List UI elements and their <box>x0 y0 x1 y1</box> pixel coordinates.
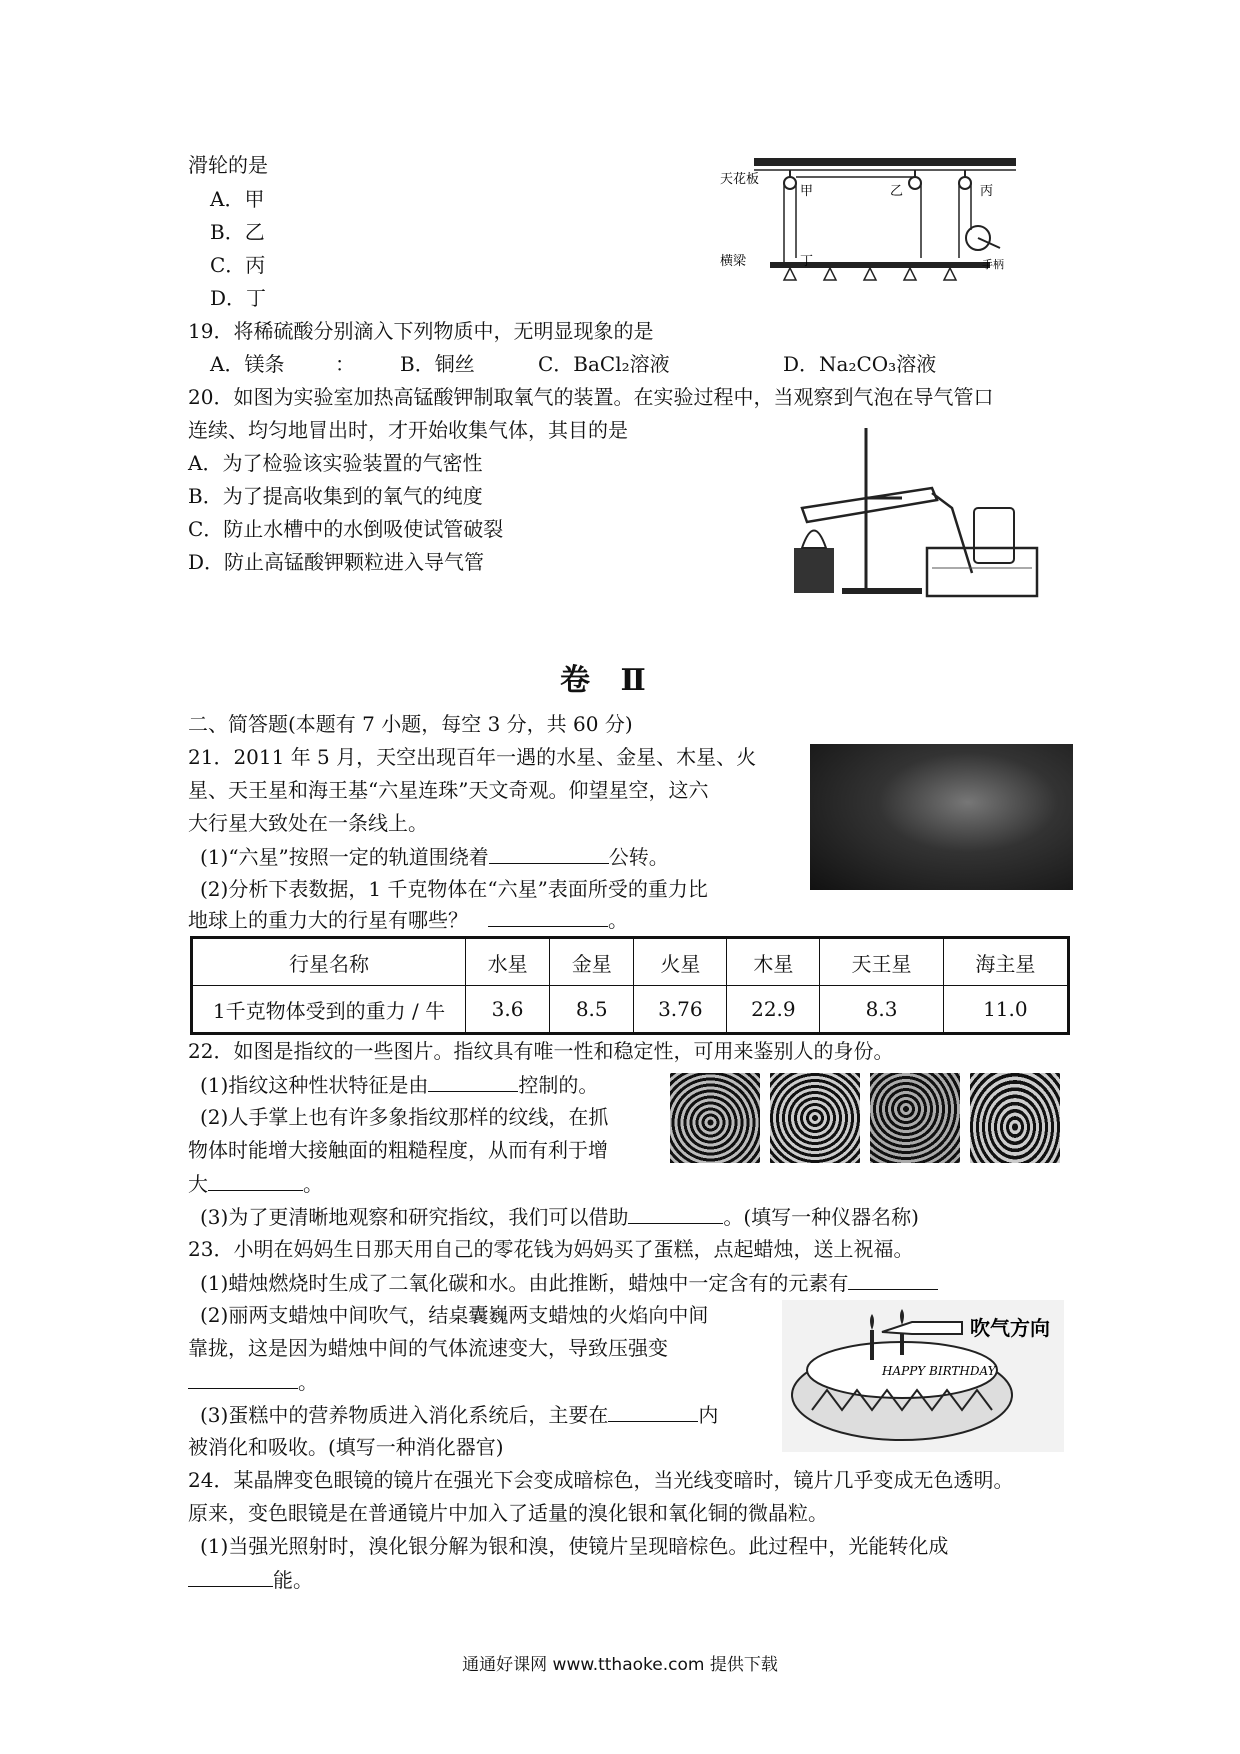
q21-sub1-answer-blank[interactable] <box>489 843 609 864</box>
q22-sub2-text-b: 。 <box>303 1172 323 1196</box>
q19-option-a-mark: ： <box>335 352 355 376</box>
q22-stem: 22．如图是指纹的一些图片。指纹具有唯一性和稳定性，可用来鉴别人的身份。 <box>188 1039 894 1063</box>
cake-text: HAPPY BIRTHDAY <box>882 1364 996 1378</box>
q19-option-c: C．BaCl₂溶液 <box>538 352 670 376</box>
q22-sub1-text-a: (1)指纹这种性状特征是由 <box>200 1073 429 1097</box>
q20-option-b: B．为了提高收集到的氧气的纯度 <box>188 484 483 508</box>
table-header-label: 行星名称 <box>192 938 466 986</box>
q20-option-c: C．防止水槽中的水倒吸使试管破裂 <box>188 517 504 541</box>
q23-sub2-line3 <box>188 1368 318 1395</box>
fingerprint-image-1 <box>670 1073 760 1163</box>
fingerprint-image-3 <box>870 1073 960 1163</box>
q23-sub3-text-b: 内 <box>698 1403 719 1427</box>
table-planet-name: 天王星 <box>820 938 943 986</box>
table-planet-name: 火星 <box>634 938 727 986</box>
section-title: 卷 Ⅱ <box>560 663 656 698</box>
label-jia: 甲 <box>800 184 814 199</box>
table-cell: 3.6 <box>466 986 550 1034</box>
q22-sub3-text-b: 。(填写一种仪器名称) <box>723 1205 919 1229</box>
q23-sub3-line2: 被消化和吸收。(填写一种消化器官) <box>188 1435 504 1459</box>
pulley-figure <box>720 150 1020 305</box>
q23-sub2-line2: 靠拢，这是因为蜡烛中间的气体流速变大，导致压强变 <box>188 1336 668 1360</box>
q23-sub1-answer-blank[interactable] <box>848 1269 938 1290</box>
q18-stem-tail: 滑轮的是 <box>188 153 268 177</box>
table-row-values <box>192 986 1069 1034</box>
q21-line2: 星、天王星和海王基“六星连珠”天文奇观。仰望星空，这六 <box>188 778 709 802</box>
q23-sub3-answer-blank[interactable] <box>608 1401 698 1422</box>
q19-option-d: D．Na₂CO₃溶液 <box>783 352 937 376</box>
q21-sub1-text-a: (1)“六星”按照一定的轨道围绕着 <box>200 845 489 869</box>
table-row-header <box>192 938 1069 986</box>
q22-sub1-answer-blank[interactable] <box>428 1071 518 1092</box>
q21-sub2-line1: (2)分析下表数据，1 千克物体在“六星”表面所受的重力比 <box>200 877 708 901</box>
q24-sub1-text-end: 能。 <box>273 1568 313 1592</box>
oxygen-apparatus-figure <box>782 418 1052 603</box>
table-cell: 3.76 <box>634 986 727 1034</box>
q23-sub3-text-a: (3)蛋糕中的营养物质进入消化系统后，主要在 <box>200 1403 609 1427</box>
q22-sub1 <box>200 1071 598 1098</box>
q18-option-d: D．丁 <box>210 286 267 310</box>
table-planet-name: 水星 <box>466 938 550 986</box>
q21-line1: 21．2011 年 5 月，天空出现百年一遇的水星、金星、木星、火 <box>188 745 757 769</box>
section-instructions: 二、简答题(本题有 7 小题，每空 3 分，共 60 分) <box>188 712 633 736</box>
q21-line3: 大行星大致处在一条线上。 <box>188 811 428 835</box>
q23-sub3-line1 <box>200 1401 718 1428</box>
q24-line1: 24．某晶牌变色眼镜的镜片在强光下会变成暗棕色，当光线变暗时，镜片几乎变成无色透明。 <box>188 1468 1014 1492</box>
q23-sub2-line1: (2)丽两支蜡烛中间吹气，结桌囊巍两支蜡烛的火焰向中间 <box>200 1303 709 1327</box>
fingerprint-image-2 <box>770 1073 860 1163</box>
q21-sub2-text-c: 。 <box>608 908 628 932</box>
q23-sub2-answer-blank[interactable] <box>188 1368 298 1389</box>
table-planet-name: 木星 <box>727 938 820 986</box>
q22-sub2-answer-blank[interactable] <box>208 1170 303 1191</box>
q20-option-a: A．为了检验该实验装置的气密性 <box>188 451 483 475</box>
label-ceiling: 天花板 <box>720 172 760 187</box>
q19-option-a: A．镁条 <box>210 352 285 376</box>
q20-option-d: D．防止高锰酸钾颗粒进入导气管 <box>188 550 485 574</box>
q21-sub2-text-b: 地球上的重力大的行星有哪些？ <box>188 908 468 932</box>
q18-option-c: C．丙 <box>210 253 266 277</box>
table-cell: 8.3 <box>820 986 943 1034</box>
q20-stem-line2: 连续、均匀地冒出时，才开始收集气体，其目的是 <box>188 418 628 442</box>
q24-sub1-line1: (1)当强光照射时，溴化银分解为银和溴，使镜片呈现暗棕色。此过程中，光能转化成 <box>200 1534 949 1558</box>
q24-sub1-answer-blank[interactable] <box>188 1566 273 1587</box>
q19-option-b: B．铜丝 <box>400 352 475 376</box>
label-bing: 丙 <box>980 184 994 199</box>
q24-line2: 原来，变色眼镜是在普通镜片中加入了适量的溴化银和氧化铜的微晶粒。 <box>188 1501 828 1525</box>
q20-stem-line1: 20．如图为实验室加热高锰酸钾制取氧气的装置。在实验过程中，当观察到气泡在导气管口 <box>188 385 994 409</box>
q22-sub1-text-b: 控制的。 <box>518 1073 599 1097</box>
label-yi: 乙 <box>890 184 904 199</box>
q23-stem: 23．小明在妈妈生日那天用自己的零花钱为妈妈买了蛋糕，点起蜡烛，送上祝福。 <box>188 1237 914 1261</box>
label-ding: 丁 <box>800 254 814 269</box>
table-planet-name: 海主星 <box>943 938 1068 986</box>
table-cell: 22.9 <box>727 986 820 1034</box>
label-handle: 手柄 <box>982 258 1004 271</box>
page-footer: 通通好课网 www.tthaoke.com 提供下载 <box>462 1655 778 1675</box>
birthday-cake-figure <box>782 1300 1064 1452</box>
q23-sub1 <box>200 1269 938 1296</box>
q21-sub2-answer-blank[interactable] <box>488 906 608 927</box>
table-cell: 11.0 <box>943 986 1068 1034</box>
q22-sub3-text-a: (3)为了更清晰地观察和研究指纹，我们可以借助 <box>200 1205 629 1229</box>
q23-sub2-text-end: 。 <box>298 1370 318 1394</box>
table-row-label: 1千克物体受到的重力 / 牛 <box>192 986 466 1034</box>
q22-sub2-line2: 物体时能增大接触面的粗糙程度，从而有利于增 <box>188 1138 608 1162</box>
q22-sub2-line3 <box>188 1170 323 1197</box>
q18-option-a: A．甲 <box>210 187 265 211</box>
q22-sub2-line1: (2)人手掌上也有许多象指纹那样的纹线，在抓 <box>200 1105 609 1129</box>
q23-sub1-text: (1)蜡烛燃烧时生成了二氧化碳和水。由此推断，蜡烛中一定含有的元素有 <box>200 1271 849 1295</box>
q22-sub3 <box>200 1203 919 1230</box>
q22-sub3-answer-blank[interactable] <box>628 1203 723 1224</box>
q18-option-b: B．乙 <box>210 220 265 244</box>
q21-sub1 <box>200 843 669 870</box>
table-planet-name: 金星 <box>550 938 634 986</box>
planet-gravity-table <box>190 936 1070 1035</box>
q22-sub2-text-a: 大 <box>188 1172 208 1196</box>
table-cell: 8.5 <box>550 986 634 1034</box>
blow-direction-label: 吹气方向 <box>970 1316 1050 1340</box>
label-beam: 横梁 <box>720 254 747 269</box>
fingerprint-image-4 <box>970 1073 1060 1163</box>
six-planets-photo <box>810 744 1073 890</box>
q19-stem: 19．将稀硫酸分别滴入下列物质中，无明显现象的是 <box>188 319 654 343</box>
q24-sub1-line2 <box>188 1566 313 1593</box>
q21-sub2-line2 <box>188 906 628 933</box>
q21-sub1-text-b: 公转。 <box>608 845 669 869</box>
